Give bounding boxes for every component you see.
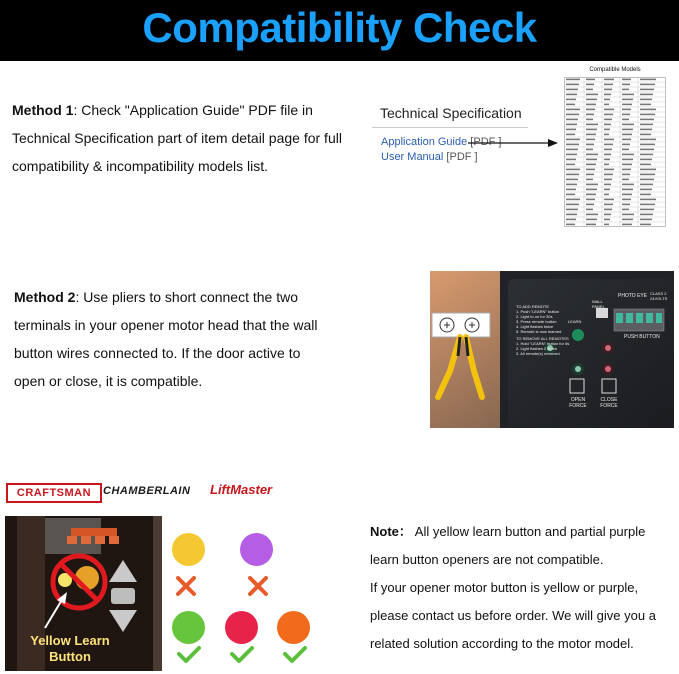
table-cell bbox=[622, 89, 629, 91]
photo-eye-label: PHOTO EYE bbox=[618, 293, 648, 299]
table-cell bbox=[622, 84, 630, 86]
table-cell bbox=[622, 189, 633, 191]
table-cell bbox=[604, 139, 614, 141]
method-2-text bbox=[14, 283, 334, 395]
table-cell bbox=[566, 224, 575, 226]
method-1-label: Method 1 bbox=[12, 102, 74, 118]
table-cell bbox=[586, 184, 598, 186]
table-cell bbox=[640, 114, 655, 116]
table-cell bbox=[640, 204, 655, 206]
table-cell bbox=[586, 164, 596, 166]
table-cell bbox=[586, 189, 597, 191]
table-cell bbox=[604, 84, 613, 86]
application-guide-label: Application Guide bbox=[381, 136, 468, 148]
purple-button-dot bbox=[240, 533, 273, 566]
table-cell bbox=[586, 219, 597, 221]
table-cell bbox=[640, 119, 654, 121]
table-cell bbox=[604, 94, 611, 96]
table-cell bbox=[622, 124, 634, 126]
table-cell bbox=[604, 134, 609, 136]
table-cell bbox=[622, 119, 629, 121]
models-table-title: Compatible Models bbox=[589, 67, 641, 73]
table-cell bbox=[586, 144, 594, 146]
table-cell bbox=[566, 94, 577, 96]
table-cell bbox=[640, 89, 654, 91]
table-cell bbox=[640, 104, 651, 106]
table-cell bbox=[586, 149, 593, 151]
table-cell bbox=[622, 179, 629, 181]
tech-spec-title: Technical Specification bbox=[380, 105, 522, 121]
table-cell bbox=[622, 149, 629, 151]
table-cell bbox=[566, 199, 580, 201]
application-guide-suffix: [PDF ] bbox=[470, 136, 502, 148]
table-cell bbox=[566, 89, 578, 91]
motor-instructions: TO ADD REMOTE 1. Push "LEARN" button 2. Light to on for 30s 3. Press remote button 4. Light flashes twice 5. Remote is now learned TO REMOVE ALL REMOTES 1. Hold "LEARN" button for 6s 2. Light flashes 2 times 3. All remote(s) removed bbox=[516, 304, 570, 356]
table-cell bbox=[622, 139, 631, 141]
table-cell bbox=[586, 204, 594, 206]
method-1-body: : Check "Application Guide" PDF file in Technical Specification part of item detail page for full compatibility & incompatibility models list. bbox=[12, 102, 342, 174]
table-cell bbox=[640, 154, 653, 156]
note-label: Note： bbox=[370, 524, 412, 539]
table-cell bbox=[604, 224, 609, 226]
table-cell bbox=[566, 139, 580, 141]
table-cell bbox=[604, 209, 612, 211]
orange-button-dot bbox=[277, 611, 310, 644]
table-cell bbox=[622, 224, 632, 226]
table-cell bbox=[640, 189, 652, 191]
table-cell bbox=[586, 94, 598, 96]
green-button-dot bbox=[172, 611, 205, 644]
note-line-1: All yellow learn button and partial purple learn button openers are not compatible. bbox=[370, 524, 646, 567]
table-cell bbox=[566, 84, 579, 86]
check-mark-icon bbox=[282, 645, 308, 665]
table-cell bbox=[566, 169, 580, 171]
table-cell bbox=[622, 204, 630, 206]
table-cell bbox=[604, 214, 611, 216]
user-manual-link[interactable] bbox=[381, 151, 478, 163]
table-cell bbox=[566, 79, 580, 81]
wall-panel-label: WALL PANEL bbox=[592, 299, 605, 309]
table-cell bbox=[640, 124, 653, 126]
table-cell bbox=[566, 174, 579, 176]
brand-liftmaster-logo: LiftMaster bbox=[210, 482, 273, 497]
table-cell bbox=[622, 129, 633, 131]
table-cell bbox=[566, 114, 579, 116]
table-cell bbox=[622, 134, 632, 136]
table-cell bbox=[566, 209, 578, 211]
table-cell bbox=[586, 114, 594, 116]
table-cell bbox=[622, 219, 633, 221]
table-cell bbox=[640, 214, 653, 216]
table-cell bbox=[566, 144, 579, 146]
table-cell bbox=[640, 159, 652, 161]
table-cell bbox=[586, 84, 594, 86]
table-cell bbox=[622, 214, 634, 216]
table-cell bbox=[566, 104, 575, 106]
check-mark-icon bbox=[229, 645, 255, 665]
class2-label: CLASS 2 24VOLTS bbox=[650, 291, 668, 301]
brand-craftsman-logo: CRAFTSMAN bbox=[6, 483, 102, 503]
table-cell bbox=[640, 139, 656, 141]
table-cell bbox=[640, 179, 654, 181]
table-cell bbox=[604, 114, 613, 116]
table-cell bbox=[604, 179, 612, 181]
table-cell bbox=[622, 194, 632, 196]
table-cell bbox=[566, 154, 577, 156]
table-cell bbox=[604, 79, 614, 81]
table-cell bbox=[622, 114, 630, 116]
table-cell bbox=[640, 199, 656, 201]
table-cell bbox=[566, 194, 575, 196]
application-guide-link[interactable] bbox=[381, 136, 501, 148]
table-cell bbox=[586, 154, 598, 156]
x-mark-icon bbox=[174, 574, 198, 598]
table-cell bbox=[604, 89, 612, 91]
table-cell bbox=[604, 169, 614, 171]
table-cell bbox=[604, 159, 610, 161]
table-cell bbox=[604, 104, 609, 106]
table-cell bbox=[604, 189, 610, 191]
table-cell bbox=[604, 149, 612, 151]
table-cell bbox=[586, 89, 593, 91]
push-button-label: PUSH BUTTON bbox=[624, 334, 660, 340]
table-cell bbox=[586, 199, 595, 201]
table-cell bbox=[586, 124, 598, 126]
tech-spec-divider bbox=[372, 127, 528, 128]
table-cell bbox=[604, 204, 613, 206]
table-cell bbox=[604, 219, 610, 221]
open-force-label: OPEN FORCE bbox=[569, 397, 587, 409]
table-cell bbox=[640, 144, 655, 146]
user-manual-label: User Manual bbox=[381, 151, 444, 163]
table-cell bbox=[566, 119, 578, 121]
table-cell bbox=[566, 164, 575, 166]
table-cell bbox=[622, 169, 631, 171]
table-cell bbox=[640, 79, 656, 81]
table-cell bbox=[566, 219, 576, 221]
table-cell bbox=[604, 174, 613, 176]
table-cell bbox=[586, 179, 593, 181]
table-cell bbox=[604, 119, 612, 121]
table-cell bbox=[604, 124, 611, 126]
table-cell bbox=[566, 204, 579, 206]
table-cell bbox=[566, 184, 577, 186]
table-cell bbox=[566, 214, 577, 216]
learn-button-caption: Yellow Learn Button bbox=[30, 633, 110, 664]
table-cell bbox=[640, 84, 655, 86]
close-force-label: CLOSE FORCE bbox=[600, 397, 618, 409]
red-button-dot bbox=[225, 611, 258, 644]
table-cell bbox=[604, 154, 611, 156]
table-cell bbox=[566, 124, 577, 126]
table-cell bbox=[622, 99, 633, 101]
table-cell bbox=[586, 109, 595, 111]
table-cell bbox=[604, 194, 609, 196]
table-cell bbox=[604, 129, 610, 131]
table-cell bbox=[640, 109, 656, 111]
motor-panel-photo bbox=[430, 271, 674, 428]
table-cell bbox=[640, 194, 651, 196]
table-cell bbox=[566, 109, 580, 111]
table-cell bbox=[586, 209, 593, 211]
table-cell bbox=[586, 104, 596, 106]
table-cell bbox=[586, 119, 593, 121]
table-cell bbox=[640, 169, 656, 171]
table-cell bbox=[622, 164, 632, 166]
method-1-text bbox=[12, 96, 342, 180]
method-2-body: : Use pliers to short connect the two terminals in your opener motor head that the wall button wires connected to. If the door active to open or close, it is compatible. bbox=[14, 289, 318, 389]
table-cell bbox=[604, 164, 609, 166]
table-cell bbox=[640, 209, 654, 211]
table-cell bbox=[604, 144, 613, 146]
table-cell bbox=[640, 134, 651, 136]
table-cell bbox=[640, 224, 651, 226]
note-line-2: If your opener motor button is yellow or purple, please contact us before order. We will give you a related solution according to the motor model. bbox=[370, 580, 656, 651]
table-cell bbox=[640, 219, 652, 221]
page-title: Compatibility Check bbox=[142, 4, 537, 51]
table-cell bbox=[586, 224, 596, 226]
table-cell bbox=[566, 134, 575, 136]
table-cell bbox=[622, 159, 633, 161]
table-cell bbox=[604, 109, 614, 111]
table-cell bbox=[604, 184, 611, 186]
x-mark-icon bbox=[246, 574, 270, 598]
method-2-label: Method 2 bbox=[14, 289, 76, 305]
models-table bbox=[564, 77, 666, 227]
table-cell bbox=[586, 134, 596, 136]
table-cell bbox=[586, 174, 594, 176]
table-cell bbox=[622, 94, 634, 96]
table-cell bbox=[640, 94, 653, 96]
learn-label: LEARN bbox=[568, 319, 582, 324]
table-cell bbox=[604, 99, 610, 101]
table-cell bbox=[622, 104, 632, 106]
table-cell bbox=[622, 144, 630, 146]
table-cell bbox=[566, 159, 576, 161]
table-cell bbox=[566, 149, 578, 151]
table-cell bbox=[566, 129, 576, 131]
table-cell bbox=[640, 184, 653, 186]
table-cell bbox=[622, 79, 631, 81]
note-text bbox=[370, 518, 675, 658]
table-cell bbox=[586, 159, 597, 161]
brand-chamberlain-logo: CHAMBERLAIN bbox=[103, 485, 191, 497]
table-cell bbox=[566, 179, 578, 181]
table-cell bbox=[586, 99, 597, 101]
table-cell bbox=[586, 79, 595, 81]
check-mark-icon bbox=[176, 645, 202, 665]
table-cell bbox=[640, 99, 652, 101]
table-cell bbox=[640, 129, 652, 131]
yellow-button-dot bbox=[172, 533, 205, 566]
table-cell bbox=[586, 129, 597, 131]
table-cell bbox=[622, 209, 629, 211]
table-cell bbox=[640, 149, 654, 151]
table-cell bbox=[566, 189, 576, 191]
table-cell bbox=[622, 174, 630, 176]
table-cell bbox=[640, 174, 655, 176]
table-cell bbox=[622, 199, 631, 201]
table-cell bbox=[622, 154, 634, 156]
table-cell bbox=[640, 164, 651, 166]
table-cell bbox=[622, 184, 634, 186]
table-cell bbox=[586, 169, 595, 171]
table-cell bbox=[622, 109, 631, 111]
user-manual-suffix: [PDF ] bbox=[446, 151, 478, 163]
table-cell bbox=[586, 214, 598, 216]
table-cell bbox=[586, 194, 596, 196]
table-cell bbox=[566, 99, 576, 101]
table-cell bbox=[604, 199, 614, 201]
table-cell bbox=[586, 139, 595, 141]
